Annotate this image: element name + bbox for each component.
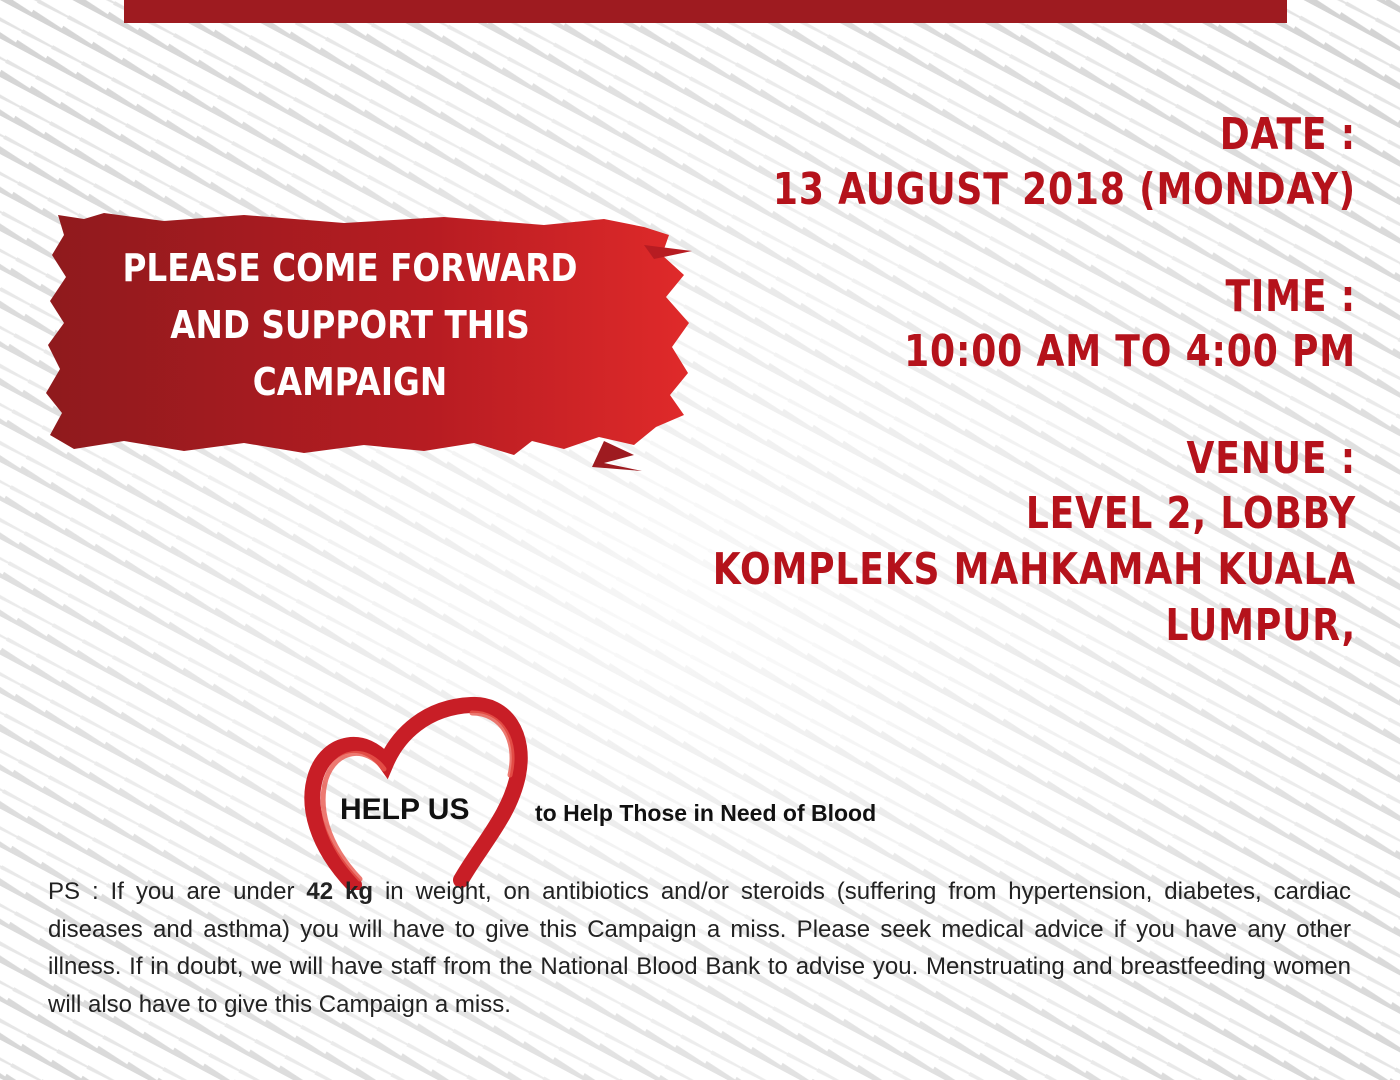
ps-note <box>48 873 1351 1023</box>
date-value: 13 AUGUST 2018 (MONDAY) <box>772 164 1356 215</box>
cta-line-2: AND SUPPORT THIS <box>170 303 530 347</box>
venue-line-1: LEVEL 2, LOBBY <box>1025 488 1356 539</box>
ps-body: in weight, on antibiotics and/or steroids (suffering from hypertension, diabetes, cardiac diseases and asthma) you will have to give this Campaign a miss. Please seek medical advice if you have any other illness. If in doubt, we will have staff from the National Blood Bank to advise you. Menstruating and breastfeeding women will also have to give this Campaign a miss. <box>48 878 1351 1018</box>
help-tagline: to Help Those in Need of Blood <box>535 800 877 826</box>
cta-line-1: PLEASE COME FORWARD <box>122 246 578 290</box>
cta-line-3: CAMPAIGN <box>252 360 448 404</box>
venue-line-2: KOMPLEKS MAHKAMAH KUALA LUMPUR, <box>712 544 1356 651</box>
top-title-banner <box>124 0 1287 23</box>
time-label: TIME : <box>1225 271 1356 322</box>
call-to-action-text <box>109 240 591 411</box>
ps-prefix: PS : If you are under <box>48 878 307 905</box>
time-value: 10:00 AM TO 4:00 PM <box>904 326 1356 377</box>
ps-weight: 42 kg <box>306 878 374 905</box>
help-us-heading: HELP US <box>340 793 470 826</box>
venue-label: VENUE : <box>1186 433 1356 484</box>
date-label: DATE : <box>1219 109 1356 160</box>
